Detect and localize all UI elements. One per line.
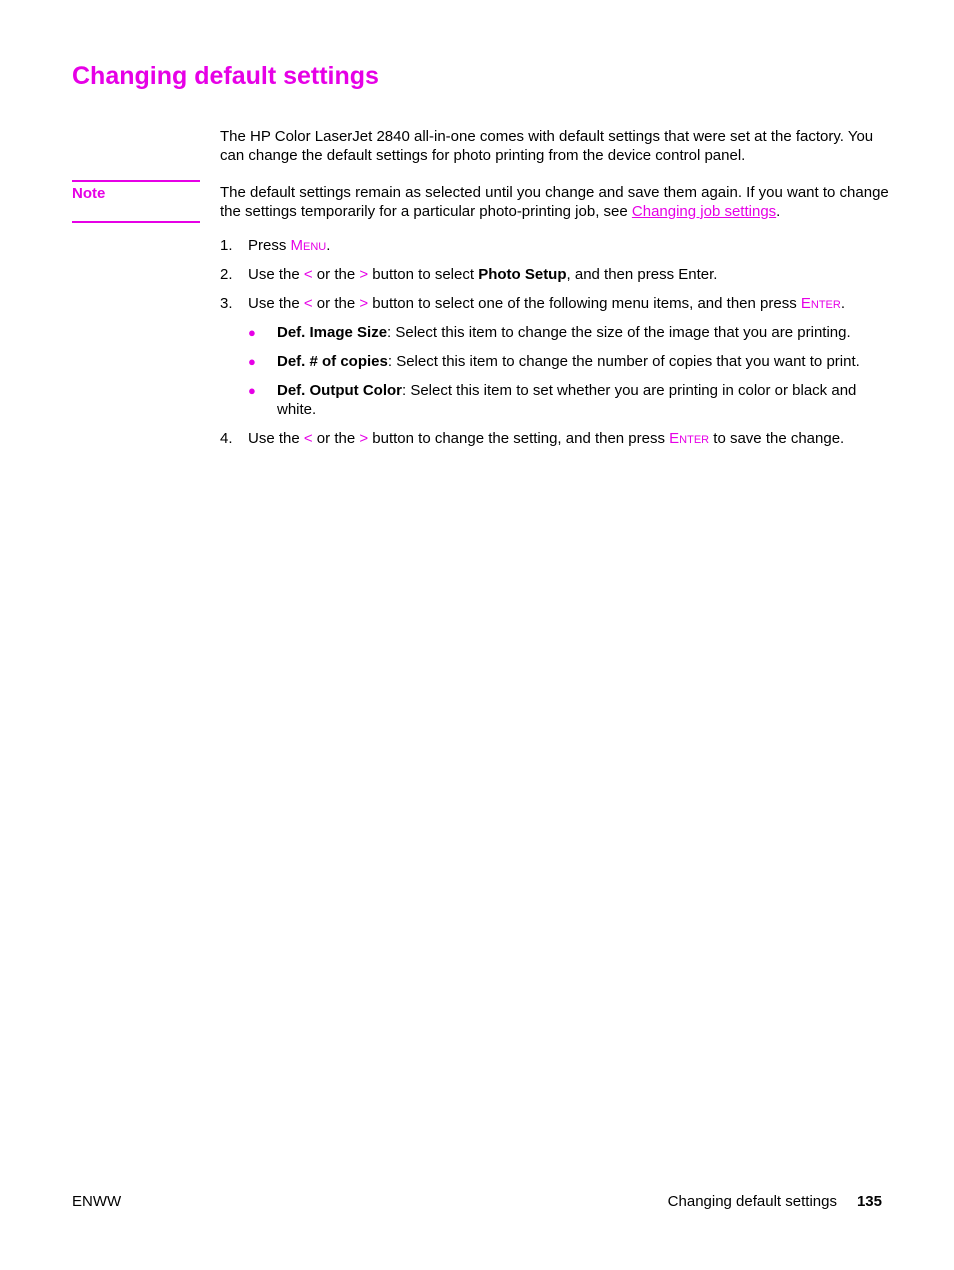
step-item <box>220 265 890 284</box>
changing-job-settings-link[interactable]: Changing job settings <box>631 203 777 220</box>
note-text <box>220 183 890 221</box>
step-number: 2. <box>220 266 233 283</box>
list-item <box>248 323 890 342</box>
right-arrow-key: > <box>359 430 369 447</box>
step-text: or the <box>312 266 360 283</box>
bullet-text: : Select this item to set whether you are printing in color or black and white. <box>277 382 857 418</box>
step-text: , and then press Enter. <box>566 266 718 283</box>
step-text: . <box>326 237 331 254</box>
left-arrow-key: < <box>303 430 313 447</box>
note-label: Note <box>72 185 106 202</box>
intro-paragraph: The HP Color LaserJet 2840 all-in-one comes with default settings that were set at the factory. You can change the default settings for photo printing from the device control panel. <box>220 128 874 164</box>
step-number: 3. <box>220 295 233 312</box>
step-text: button to select <box>368 266 479 283</box>
step-text: button to change the setting, and then press <box>368 430 670 447</box>
photo-setup-label: Photo Setup <box>478 266 567 283</box>
step-number: 4. <box>220 430 233 447</box>
step-text: button to select one of the following menu items, and then press <box>368 295 801 312</box>
footer-section-title: Changing default settings <box>667 1193 837 1210</box>
step-text: . <box>840 295 845 312</box>
step-text: Use the <box>248 266 304 283</box>
bullet-term: Def. # of copies <box>277 353 388 370</box>
note-text-before: The default settings remain as selected until you change and save them again. If you want to change the settings temporarily for a particular photo-printing job, see <box>220 184 889 220</box>
step-item <box>220 236 890 255</box>
bullet-text: : Select this item to change the size of the image that you are printing. <box>387 324 851 341</box>
menu-items-list <box>248 323 890 419</box>
page-title: Changing default settings <box>72 62 379 90</box>
step-item <box>220 294 890 419</box>
enter-key: Enter <box>669 430 710 447</box>
note-top-rule <box>72 180 200 182</box>
bullet-icon: ● <box>248 383 256 398</box>
page-number: 135 <box>856 1193 882 1210</box>
menu-key: Menu <box>290 237 327 254</box>
enter-key: Enter <box>800 295 841 312</box>
note-bottom-rule <box>72 221 200 223</box>
footer-publication-code: ENWW <box>72 1193 122 1210</box>
footer-right <box>668 1193 882 1210</box>
step-text: or the <box>312 295 360 312</box>
bullet-text: : Select this item to change the number of copies that you want to print. <box>387 353 860 370</box>
step-text: Use the <box>248 430 304 447</box>
bullet-term: Def. Image Size <box>277 324 388 341</box>
list-item <box>248 381 890 419</box>
step-number: 1. <box>220 237 233 254</box>
step-text: or the <box>312 430 360 447</box>
steps-list <box>220 236 890 458</box>
bullet-term: Def. Output Color <box>277 382 402 399</box>
step-item <box>220 429 890 448</box>
list-item <box>248 352 890 371</box>
right-arrow-key: > <box>359 295 369 312</box>
step-text: to save the change. <box>709 430 845 447</box>
left-arrow-key: < <box>303 266 313 283</box>
left-arrow-key: < <box>303 295 313 312</box>
bullet-icon: ● <box>248 325 256 340</box>
note-text-after: . <box>776 203 781 220</box>
right-arrow-key: > <box>359 266 369 283</box>
bullet-icon: ● <box>248 354 256 369</box>
step-text: Press <box>248 237 291 254</box>
step-text: Use the <box>248 295 304 312</box>
